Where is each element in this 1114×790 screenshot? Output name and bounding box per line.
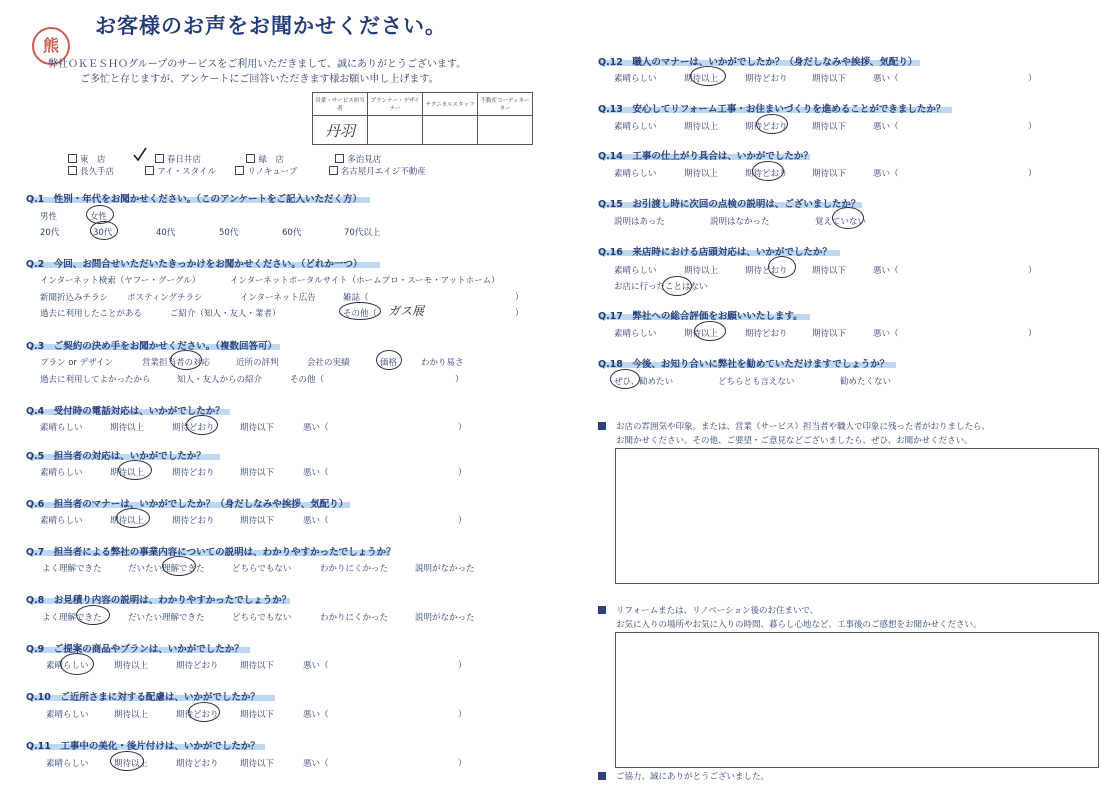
option[interactable]: 過去に利用してよかったから [40,375,151,385]
option[interactable]: 素晴らしい [46,759,89,769]
question-10: Q.10 ご近所さまに対する配慮は、いかがでしたか？ [26,692,260,703]
paren-close: ） [1028,122,1037,132]
option[interactable]: 期待以上 [114,710,149,720]
option[interactable]: だいたい理解できた [128,564,205,574]
option[interactable]: 40代 [156,228,176,238]
option[interactable]: 期待どおり [745,329,788,339]
answer-circle [186,415,218,435]
option[interactable]: 悪い（ [303,661,329,671]
checkbox-checked[interactable] [155,154,164,163]
answer-circle [756,114,788,134]
paren-close: ） [455,375,464,385]
option[interactable]: わかりにくかった [320,613,389,623]
option[interactable]: その他（ [343,309,378,319]
intro-line-2: ご多忙と存じますが、アンケートにご回答いただきます様お願い申し上げます。 [80,74,439,85]
checkbox[interactable] [68,166,77,175]
staff-cell[interactable] [478,116,533,145]
option[interactable]: 期待以下 [812,266,847,276]
checkbox[interactable] [145,166,154,175]
option[interactable]: 期待以上 [110,468,145,478]
option[interactable]: 勧めたくない [840,377,892,387]
staff-header: 不動産コーディネーター [478,93,533,116]
option[interactable]: 女性 [90,212,108,222]
option[interactable]: 悪い（ [873,329,899,339]
answer-circle [694,321,726,341]
option[interactable]: 期待以上 [684,329,719,339]
option[interactable]: 期待どおり [745,169,788,179]
option[interactable]: 期待どおり [176,759,219,769]
option[interactable]: 期待以上 [110,423,145,433]
question-13: Q.13 安心してリフォーム工事・お住まいづくりを進めることができましたか？ [598,104,946,115]
answer-circle [690,66,726,86]
option[interactable]: 素晴らしい [614,122,657,132]
option[interactable]: わかり易さ [421,358,464,368]
store-label: 名古屋月エイジ不動産 [340,167,426,177]
option[interactable]: 会社の実績 [307,358,350,368]
comment1-textarea[interactable] [615,448,1099,584]
option[interactable]: 近所の評判 [236,358,279,368]
square-bullet-icon [598,772,606,780]
option[interactable]: 営業担当者の対応 [142,358,211,368]
check-mark-icon [132,147,148,163]
option[interactable]: どちらでもない [232,613,292,623]
option[interactable]: 期待以上 [684,169,719,179]
option[interactable]: その他（ [290,375,325,385]
option[interactable]: ご紹介（知人・友人・業者） [170,309,281,319]
answer-circle [662,276,692,296]
option[interactable]: 説明はなかった [710,217,770,227]
option[interactable]: 悪い（ [303,468,329,478]
store-label: アイ・スタイル [157,167,216,177]
option[interactable]: 悪い（ [873,266,899,276]
store-label: 東 店 [80,155,106,165]
square-bullet-icon [598,606,606,614]
answer-circle [752,161,784,181]
answer-circle [116,508,150,528]
paren-close: ） [515,309,524,319]
checkbox[interactable] [235,166,244,175]
option[interactable]: インターネット検索（ヤフー・グーグル） [40,276,201,286]
answer-circle [610,369,640,389]
option[interactable]: 期待以上 [114,759,149,769]
option[interactable]: 期待以下 [240,759,275,769]
option[interactable]: 素晴らしい [40,516,83,526]
question-11: Q.11 工事中の美化・後片付けは、いかがでしたか？ [26,741,260,752]
closing-text: ご協力、誠にありがとうございました。 [616,772,770,782]
option[interactable]: 新聞折込みチラシ [40,293,109,303]
option[interactable]: 説明がなかった [415,613,475,623]
paren-close: ） [458,661,467,671]
option[interactable]: よく理解できた [42,564,102,574]
paren-close: ） [1028,266,1037,276]
option[interactable]: 期待以下 [812,74,847,84]
answer-circle [339,302,381,320]
option[interactable]: 素晴らしい [614,169,657,179]
option[interactable]: 悪い（ [873,169,899,179]
option[interactable]: 期待以下 [240,661,275,671]
answer-circle [162,556,196,576]
option[interactable]: お店に行ったことはない [614,282,708,292]
option[interactable]: 期待どおり [745,266,788,276]
option[interactable]: 期待以上 [684,74,719,84]
option[interactable]: ポスティングチラシ [127,293,203,303]
store-label: リノキューブ [247,167,298,177]
option[interactable]: 期待どおり [172,468,215,478]
option[interactable]: わかりにくかった [320,564,389,574]
intro-line-1: 弊社ＯＫＥＳＨＯグループのサービスをご利用いただきまして、誠にありがとうございます。 [48,59,467,70]
option[interactable]: 素晴らしい [46,661,89,671]
option[interactable]: 60代 [282,228,302,238]
question-15: Q.15 お引渡し時に次回の点検の説明は、ございましたか？ [598,199,861,210]
option[interactable]: 期待どおり [176,710,219,720]
comment2-prompt-line1: リフォームまたは、リノベーション後のお住まいで、 [616,606,819,616]
checkbox[interactable] [68,154,77,163]
option[interactable]: 期待以下 [812,122,847,132]
answer-circle [188,702,220,722]
answer-circle [90,221,118,240]
answer-circle [768,256,796,278]
option[interactable]: 説明がなかった [415,564,475,574]
option[interactable]: 過去に利用したことがある [40,309,143,319]
option[interactable]: どちらでもない [232,564,292,574]
option[interactable]: 期待以下 [812,169,847,179]
comment2-textarea[interactable] [615,632,1099,768]
question-8: Q.8 お見積り内容の説明は、わかりやすかったでしょうか？ [26,595,292,606]
option[interactable]: 悪い（ [303,710,329,720]
option[interactable]: 期待以上 [684,266,719,276]
option[interactable]: 覚えていない [815,217,867,227]
answer-circle [60,653,94,675]
option[interactable]: 期待以下 [240,710,275,720]
store-label: 春日井店 [166,155,201,165]
staff-cell[interactable] [368,116,423,145]
option[interactable]: ぜひ、勧めたい [614,377,674,387]
staff-header: 営業・サービス担当者 [313,93,368,116]
square-bullet-icon [598,422,606,430]
paren-close: ） [458,759,467,769]
comment2-prompt-line2: お気に入りの場所やお気に入りの時間、暮らし心地など、工事後のご感想をお聞かせください。 [616,620,982,630]
option[interactable]: 悪い（ [873,74,899,84]
option[interactable]: よく理解できた [42,613,102,623]
store-label: 長久手店 [80,167,115,177]
paren-close: ） [458,516,467,526]
option[interactable]: 価格 [380,358,398,368]
option[interactable]: プラン or デザイン [40,358,114,368]
option[interactable]: 70代以上 [344,228,381,238]
paren-close: ） [1028,169,1037,179]
seal-stamp: 熊 [32,27,70,65]
page-title: お客様のお声をお聞かせください。 [95,14,447,38]
question-14: Q.14 工事の仕上がり具合は、いかがでしたか？ [598,151,813,162]
option[interactable]: 素晴らしい [614,74,657,84]
option[interactable]: 雑誌（ [343,293,369,303]
option[interactable]: 素晴らしい [40,468,83,478]
option[interactable]: 期待どおり [172,423,215,433]
option[interactable]: 素晴らしい [614,266,657,276]
option[interactable]: 男性 [40,212,58,222]
staff-header: テクニカルスタッフ [423,93,478,116]
answer-circle [170,350,202,370]
staff-table [312,92,533,145]
question-12: Q.12 職人のマナーは、いかがでしたか？（身だしなみや挨拶、気配り） [598,57,918,68]
option[interactable]: 期待以下 [240,423,275,433]
answer-circle [376,350,402,370]
answer-circle [76,605,110,625]
option[interactable]: 期待以下 [240,516,275,526]
option[interactable]: 20代 [40,228,60,238]
paren-close: ） [458,468,467,478]
paren-close: ） [515,293,524,303]
option[interactable]: 期待どおり [176,661,219,671]
staff-name-handwritten[interactable]: 丹羽 [313,116,368,145]
paren-close: ） [458,423,467,433]
comment1-prompt-line1: お店の雰囲気や印象。または、営業（サービス）担当者や職人で印象に残った者がおりましたら、 [616,422,991,432]
option[interactable]: 期待以下 [812,329,847,339]
option[interactable]: だいたい理解できた [128,613,205,623]
comment1-prompt-line2: お聞かせください。その他、ご要望・ご意見などございましたら、ぜひ、お聞かせください。 [616,436,973,446]
option[interactable]: インターネットポータルサイト（ホームプロ・スーモ・アットホーム） [230,276,500,286]
option[interactable]: 素晴らしい [614,329,657,339]
store-label: 多治見店 [347,155,382,165]
question-16: Q.16 来店時における店頭対応は、いかがでしたか？ [598,247,832,258]
option[interactable]: どちらとも言えない [718,377,795,387]
question-2: Q.2 今回、お問合せいただいたきっかけをお聞かせください。（どれか一つ） [26,259,363,270]
option[interactable]: 悪い（ [303,759,329,769]
answer-circle [110,751,144,771]
option[interactable]: 期待どおり [745,122,788,132]
checkbox[interactable] [329,166,338,175]
option[interactable]: 期待以上 [110,516,145,526]
question-18: Q.18 今後、お知り合いに弊社を勧めていただけますでしょうか？ [598,359,890,370]
option[interactable]: 期待どおり [745,74,788,84]
option[interactable]: 知人・友人からの紹介 [177,375,263,385]
option[interactable]: インターネット広告 [240,293,316,303]
question-17: Q.17 弊社への総合評価をお願いいたします。 [598,311,803,322]
answer-circle [118,460,152,480]
question-4: Q.4 受付時の電話対応は、いかがでしたか？ [26,406,225,417]
question-1: Q.1 性別・年代をお聞かせください。（このアンケートをご記入いただく方） [26,194,362,205]
question-7: Q.7 担当者による弊社の事業内容についての説明は、わかりやすかったでしょうか？ [26,547,396,558]
option[interactable]: 30代 [93,228,113,238]
option[interactable]: 悪い（ [873,122,899,132]
paren-close: ） [458,710,467,720]
option[interactable]: 説明はあった [614,217,665,227]
staff-cell[interactable] [423,116,478,145]
paren-close: ） [1028,329,1037,339]
answer-circle [832,207,864,229]
option[interactable]: 悪い（ [303,423,329,433]
option[interactable]: 期待どおり [172,516,215,526]
checkbox[interactable] [335,154,344,163]
handwritten-answer[interactable]: ガス展 [388,304,425,318]
option[interactable]: 期待以下 [240,468,275,478]
question-3: Q.3 ご契約の決め手をお聞かせください。（複数回答可） [26,341,278,352]
option[interactable]: 素晴らしい [46,710,89,720]
option[interactable]: 悪い（ [303,516,329,526]
question-6: Q.6 担当者のマナーは、いかがでしたか？（身だしなみや挨拶、気配り） [26,499,349,510]
option[interactable]: 素晴らしい [40,423,83,433]
checkbox[interactable] [246,154,255,163]
question-5: Q.5 担当者の対応は、いかがでしたか？ [26,451,206,462]
question-9: Q.9 ご提案の商品やプランは、いかがでしたか？ [26,644,244,655]
store-label: 緑 店 [258,155,284,165]
option[interactable]: 50代 [219,228,239,238]
staff-header: プランナー・デザイナー [368,93,423,116]
option[interactable]: 期待以上 [684,122,719,132]
paren-close: ） [1028,74,1037,84]
store-row-1 [68,153,381,165]
option[interactable]: 期待以上 [114,661,149,671]
store-row-2 [68,165,426,177]
